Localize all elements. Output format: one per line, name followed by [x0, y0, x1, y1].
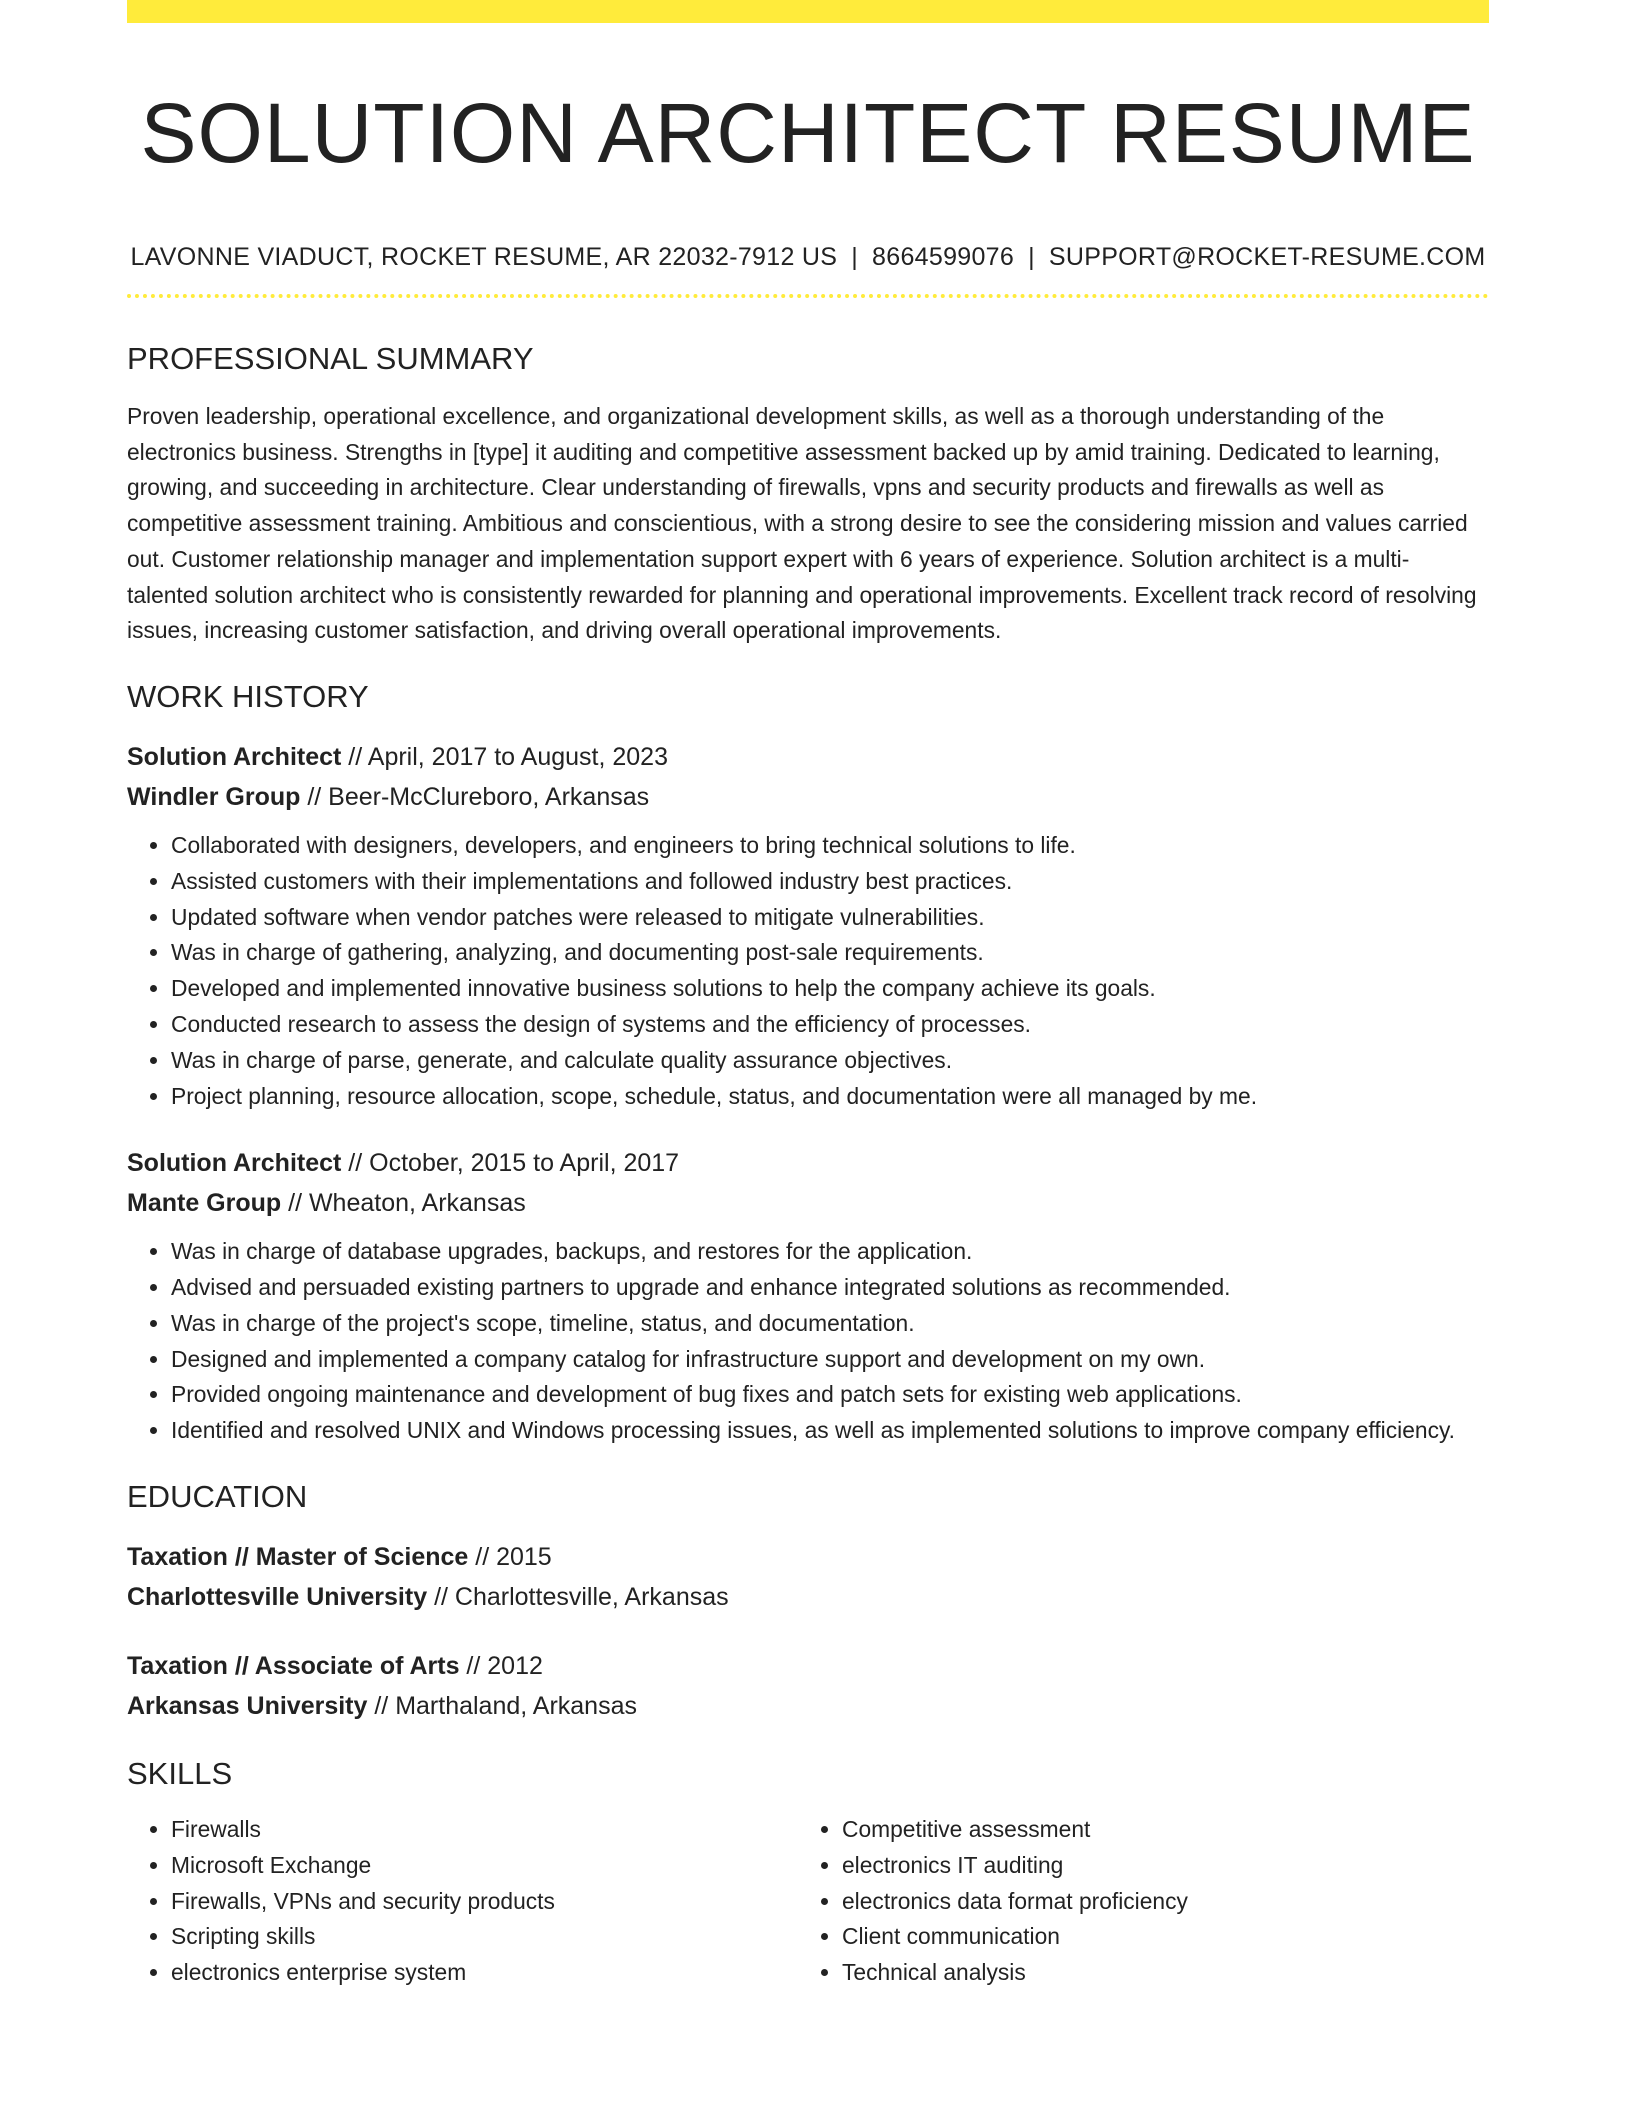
list-item: • Was in charge of gathering, analyzing, and documenting post-sale requirements. — [171, 935, 1489, 971]
list-item: • Designed and implemented a company catalog for infrastructure support and development on my own. — [171, 1342, 1489, 1378]
list-item: • Assisted customers with their implementations and followed industry best practices. — [171, 864, 1489, 900]
list-item: • Project planning, resource allocation, scope, schedule, status, and documentation were all managed by me. — [171, 1079, 1489, 1115]
summary-heading: PROFESSIONAL SUMMARY — [127, 341, 534, 376]
resume-content — [127, 23, 1489, 1991]
job-entry — [127, 1143, 1489, 1449]
summary-text: Proven leadership, operational excellence, and organizational development skills, as well as a thorough understanding of the electronics business. Strengths in [type] it auditing and competitive assessment backed up by amid training. Dedicated to learning, growing, and succeeding in architecture. Clear understanding of firewalls, vpns and security products and firewalls as well as competitive assessment training. Ambitious and conscientious, with a strong desire to see the considering mission and values carried out. Customer relationship manager and implementation support expert with 6 years of experience. Solution architect is a multi-talented solution architect who is consistently rewarded for planning and operational improvements. Excellent track record of resolving issues, increasing customer satisfaction, and driving overall operational improvements. — [127, 403, 1477, 644]
job-title: Solution Architect — [127, 1149, 342, 1178]
skill-item: • Firewalls, VPNs and security products — [171, 1884, 798, 1920]
list-item: • Provided ongoing maintenance and development of bug fixes and patch sets for existing web applications. — [171, 1377, 1489, 1413]
skill-item: • Microsoft Exchange — [171, 1848, 798, 1884]
skill-item: • electronics enterprise system — [171, 1955, 798, 1991]
degree-year: // 2015 — [468, 1543, 552, 1572]
job-entry — [127, 737, 1489, 1114]
list-item: • Collaborated with designers, developers, and engineers to bring technical solutions to life. — [171, 828, 1489, 864]
work-history-heading: WORK HISTORY — [127, 678, 369, 714]
list-item: • Was in charge of parse, generate, and calculate quality assurance objectives. — [171, 1043, 1489, 1079]
page-title: SOLUTION ARCHITECT RESUME — [140, 86, 1476, 180]
degree-line — [127, 1646, 1489, 1686]
school: Arkansas University — [127, 1692, 368, 1721]
list-item: • Conducted research to assess the design of systems and the efficiency of processes. — [171, 1007, 1489, 1043]
contact-separator: | — [851, 243, 859, 271]
job-company: Mante Group — [127, 1189, 282, 1218]
skills-column-right — [798, 1812, 1469, 1991]
job-location: // Wheaton, Arkansas — [281, 1189, 526, 1218]
list-item: • Advised and persuaded existing partners to upgrade and enhance integrated solutions as recommended. — [171, 1270, 1489, 1306]
job-company: Windler Group — [127, 782, 301, 811]
job-title-line — [127, 737, 1489, 777]
job-dates: // October, 2015 to April, 2017 — [341, 1149, 680, 1178]
school-location: // Marthaland, Arkansas — [367, 1692, 637, 1721]
list-item: • Identified and resolved UNIX and Windows processing issues, as well as implemented solutions to improve company efficiency. — [171, 1413, 1489, 1449]
list-item: • Was in charge of database upgrades, backups, and restores for the application. — [171, 1234, 1489, 1270]
contact-phone: 8664599076 — [872, 243, 1015, 271]
job-bullets — [127, 828, 1489, 1114]
job-title: Solution Architect — [127, 742, 342, 771]
skills-heading: SKILLS — [127, 1756, 233, 1792]
skill-item: • Competitive assessment — [842, 1812, 1469, 1848]
dotted-divider — [127, 294, 1489, 298]
contact-line — [127, 241, 1489, 273]
education-entry — [127, 1537, 1489, 1617]
list-item: • Was in charge of the project's scope, timeline, status, and documentation. — [171, 1306, 1489, 1342]
school-line — [127, 1577, 1489, 1617]
contact-address: LAVONNE VIADUCT, ROCKET RESUME, AR 22032-7912 US — [130, 243, 838, 271]
list-item: • Developed and implemented innovative business solutions to help the company achieve its goals. — [171, 971, 1489, 1007]
degree-year: // 2012 — [459, 1652, 543, 1681]
job-bullets — [127, 1234, 1489, 1449]
school-line — [127, 1686, 1489, 1726]
job-company-line — [127, 1183, 1489, 1223]
degree: Taxation // Master of Science — [127, 1543, 469, 1572]
skill-item: • electronics data format proficiency — [842, 1884, 1469, 1920]
job-company-line — [127, 777, 1489, 817]
skill-item: • Firewalls — [171, 1812, 798, 1848]
degree: Taxation // Associate of Arts — [127, 1652, 460, 1681]
school: Charlottesville University — [127, 1583, 428, 1612]
skill-item: • Scripting skills — [171, 1919, 798, 1955]
skills-column-left — [127, 1812, 798, 1991]
accent-top-bar — [127, 0, 1489, 23]
education-entry — [127, 1646, 1489, 1726]
job-dates: // April, 2017 to August, 2023 — [341, 742, 668, 771]
job-location: // Beer-McClureboro, Arkansas — [300, 782, 650, 811]
contact-email: SUPPORT@ROCKET-RESUME.COM — [1048, 243, 1486, 271]
skill-item: • electronics IT auditing — [842, 1848, 1469, 1884]
degree-line — [127, 1537, 1489, 1577]
skill-item: • Technical analysis — [842, 1955, 1469, 1991]
contact-separator: | — [1028, 243, 1035, 271]
education-heading: EDUCATION — [127, 1479, 308, 1515]
skills-list — [127, 1812, 1489, 1991]
job-title-line — [127, 1143, 1489, 1183]
skill-item: • Client communication — [842, 1919, 1469, 1955]
school-location: // Charlottesville, Arkansas — [427, 1583, 729, 1612]
list-item: • Updated software when vendor patches were released to mitigate vulnerabilities. — [171, 900, 1489, 936]
